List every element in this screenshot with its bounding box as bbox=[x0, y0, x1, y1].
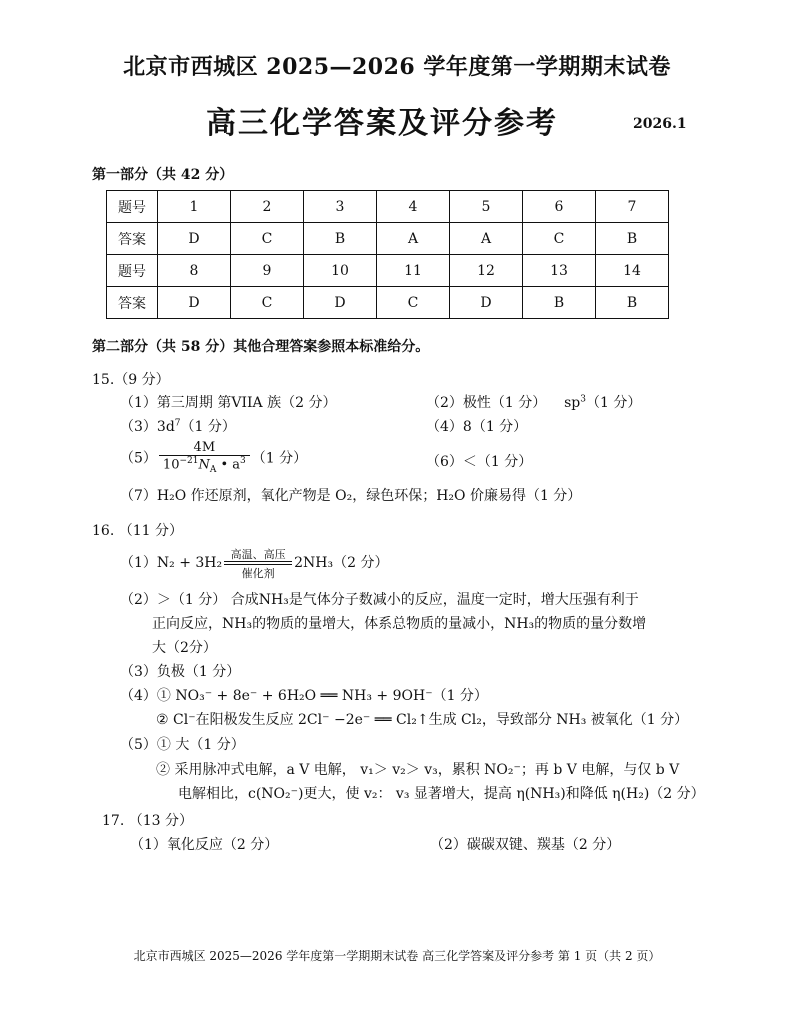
q16-answer-5-1: （5）① 大（1 分） bbox=[120, 737, 245, 753]
q15-answer-5: （5） $\frac{4M}{10^{-21}N_A • a^3}$ （1 分） bbox=[120, 440, 308, 475]
table-cell: B bbox=[596, 223, 669, 255]
q17-title: 17. （13 分） bbox=[102, 813, 193, 829]
density-fraction: $\frac{4M}{10^{-21}N_A • a^3}$ bbox=[159, 440, 250, 475]
q15-answer-1: （1）第三周期 第VIIA 族（2 分） bbox=[120, 395, 337, 411]
table-cell: 1 bbox=[158, 191, 231, 223]
page-footer: 北京市西城区 2025—2026 学年度第一学期期末试卷 高三化学答案及评分参考 第 1 页（共 2 页） bbox=[133, 949, 661, 963]
table-cell: 7 bbox=[596, 191, 669, 223]
table-cell: C bbox=[377, 287, 450, 319]
q15-title: 15.（9 分） bbox=[92, 372, 170, 388]
row-header-cell: 题号 bbox=[107, 255, 158, 287]
table-row bbox=[107, 191, 669, 223]
answer-table bbox=[106, 190, 669, 319]
q16-answer-2-line2: 正向反应，NH₃的物质的量增大，体系总物质的量减小，NH₃的物质的量分数增 bbox=[152, 616, 647, 632]
row-header-cell: 答案 bbox=[107, 287, 158, 319]
exam-title: 北京市西城区 2025—2026 学年度第一学期期末试卷 bbox=[123, 54, 671, 80]
table-cell: D bbox=[158, 287, 231, 319]
table-cell: 4 bbox=[377, 191, 450, 223]
table-cell: 12 bbox=[450, 255, 523, 287]
q16-answer-4-2: ② Cl⁻在阳极发生反应 2Cl⁻ −2e⁻ ══ Cl₂↑生成 Cl₂，导致部分 NH₃ 被氧化（1 分） bbox=[156, 712, 689, 728]
part1-heading: 第一部分（共 42 分） bbox=[92, 167, 234, 183]
table-cell: B bbox=[596, 287, 669, 319]
q17-answer-2: （2）碳碳双键、羰基（2 分） bbox=[430, 837, 621, 853]
q17-answer-1: （1）氧化反应（2 分） bbox=[130, 837, 279, 853]
table-cell: B bbox=[304, 223, 377, 255]
table-cell: C bbox=[231, 223, 304, 255]
q16-answer-5-3: 电解相比，c(NO₂⁻)更大，使 v₂： v₃ 显著增大，提高 η(NH₃)和降低 η(H₂)（2 分） bbox=[178, 786, 705, 802]
table-cell: 5 bbox=[450, 191, 523, 223]
q15-answer-4: （4）8（1 分） bbox=[426, 419, 528, 435]
q15-answer-6: （6）＜（1 分） bbox=[426, 454, 533, 470]
table-cell: 11 bbox=[377, 255, 450, 287]
table-cell: 10 bbox=[304, 255, 377, 287]
table-cell: 3 bbox=[304, 191, 377, 223]
table-cell: C bbox=[523, 223, 596, 255]
table-cell: D bbox=[158, 223, 231, 255]
q15-answer-7: （7）H₂O 作还原剂，氧化产物是 O₂，绿色环保；H₂O 价廉易得（1 分） bbox=[120, 488, 582, 504]
q16-answer-1: （1）N₂ + 3H₂ 高温、高压 催化剂 2NH₃（2 分） bbox=[120, 548, 389, 580]
row-header-cell: 题号 bbox=[107, 191, 158, 223]
table-cell: D bbox=[304, 287, 377, 319]
q16-answer-4-1: （4）① NO₃⁻ + 8e⁻ + 6H₂O ══ NH₃ + 9OH⁻（1 分） bbox=[120, 688, 488, 704]
q15-answer-3: $(3)3d^7(1$ 分） bbox=[120, 418, 236, 435]
table-cell: B bbox=[523, 287, 596, 319]
q16-answer-5-2: ② 采用脉冲式电解，a V 电解， v₁＞ v₂＞ v₃，累积 NO₂⁻；再 b V 电解，与仅 b V bbox=[156, 762, 680, 778]
q16-answer-2-line1: （2）＞（1 分） 合成NH₃是气体分子数减小的反应，温度一定时，增大压强有利于 bbox=[120, 592, 639, 608]
q16-answer-3: （3）负极（1 分） bbox=[120, 664, 241, 680]
row-header-cell: 答案 bbox=[107, 223, 158, 255]
document-title: 高三化学答案及评分参考 bbox=[206, 106, 558, 141]
table-cell: C bbox=[231, 287, 304, 319]
table-cell: A bbox=[450, 223, 523, 255]
table-cell: 6 bbox=[523, 191, 596, 223]
part2-heading: 第二部分（共 58 分）其他合理答案参照本标准给分。 bbox=[92, 339, 430, 355]
q16-title: 16. （11 分） bbox=[92, 523, 183, 539]
table-cell: 14 bbox=[596, 255, 669, 287]
table-cell: 8 bbox=[158, 255, 231, 287]
q16-answer-2-line3: 大（2分） bbox=[152, 640, 217, 656]
q15-answer-2: （2）极性（1 分） $sp^3(1$ 分） bbox=[426, 394, 642, 411]
table-row bbox=[107, 287, 669, 319]
table-cell: 9 bbox=[231, 255, 304, 287]
reversible-arrow: 高温、高压 催化剂 bbox=[224, 548, 292, 576]
exam-date: 2026.1 bbox=[633, 116, 687, 132]
table-cell: 13 bbox=[523, 255, 596, 287]
table-cell: D bbox=[450, 287, 523, 319]
table-cell: A bbox=[377, 223, 450, 255]
table-row bbox=[107, 223, 669, 255]
table-cell: 2 bbox=[231, 191, 304, 223]
table-row bbox=[107, 255, 669, 287]
